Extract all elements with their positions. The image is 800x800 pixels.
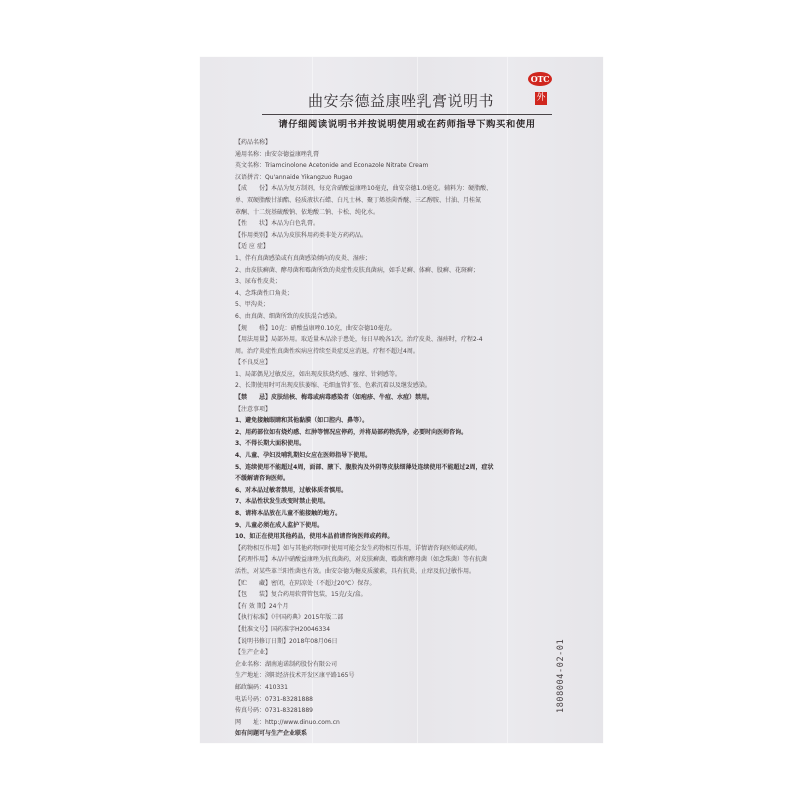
text-line: 【批准文号】国药准字H20046334 (235, 625, 331, 633)
text-line: 英文名称：Triamcinolone Acetonide and Econazole Nitrate Cream (235, 162, 429, 170)
text-line: 【包 装】复合药用软膏管包装，15克/支/盒。 (235, 591, 367, 599)
text-line: 电话号码：0731-83281888 (235, 695, 313, 703)
text-line: 【说明书修订日期】2018年08月06日 (235, 637, 338, 645)
external-use-badge-icon: 外 (536, 93, 546, 103)
text-line: 生产地址：浏阳经济技术开发区康平路165号 (235, 672, 355, 680)
text-line: 【药物相互作用】如与其他药物同时使用可能会发生药物相互作用，详情请咨询医师或药师。 (235, 544, 482, 552)
document-title: 曲安奈德益康唑乳膏说明书 (307, 92, 494, 110)
precaution-line: 10、如正在使用其他药品，使用本品前请咨询医师或药师。 (235, 533, 394, 541)
text-line: 传真号码：0731-83281889 (235, 707, 313, 715)
text-line: 【作用类别】本品为皮肤科用药类非处方药药品。 (235, 231, 368, 239)
text-line: 3、尿布性皮炎； (235, 278, 281, 286)
title-underline (262, 114, 552, 115)
text-line: 【贮 藏】密闭，在阴凉处（不超过20℃）保存。 (235, 579, 376, 587)
text-line: 【用法用量】局部外用。取适量本品涂于患处，每日早晚各1次。治疗皮炎、湿疹时，疗程2-4 (235, 336, 483, 344)
text-line: 【规 格】10克：硝酸益康唑0.10克，曲安奈德10毫克。 (235, 324, 396, 332)
text-line: 【药理作用】本品中硝酸益康唑为抗真菌药，对皮肤癣菌、霉菌和酵母菌（如念珠菌）等有抗菌 (235, 556, 488, 564)
text-line: 【执行标准】《中国药典》2015年版二部 (235, 614, 344, 622)
text-line: 企业名称：湖南迪诺制药股份有限公司 (235, 660, 338, 668)
section-heading: 【不良反应】 (235, 359, 272, 367)
text-line: 4、念珠菌性口角炎； (235, 289, 293, 297)
text-line: 1、伴有真菌感染或有真菌感染倾向的皮炎、湿疹； (235, 254, 371, 262)
text-line: 1、局部偶见过敏反应，如出现皮肤烧灼感、瘙痒、针刺感等。 (235, 370, 401, 378)
text-line: 【性 状】本品为白色乳膏。 (235, 220, 320, 228)
text-line: 邮政编码：410331 (235, 683, 288, 691)
contraindications-line: 【禁 忌】皮肤结核、梅毒或病毒感染者（如疱疹、牛痘、水痘）禁用。 (235, 394, 434, 402)
precaution-line: 4、儿童、孕妇及哺乳期妇女应在医师指导下使用。 (235, 452, 372, 460)
precaution-line: 3、不得长期大面积使用。 (235, 440, 306, 448)
text-line: 【有 效 期】24个月 (235, 602, 289, 610)
precaution-line: 7、本品性状发生改变时禁止使用。 (235, 498, 330, 506)
section-heading: 【适 应 症】 (235, 243, 269, 251)
text-line: 汉语拼音：Qu'annaide Yikangzuo Rugao (235, 173, 353, 181)
contact-note: 如有问题可与生产企业联系 (235, 730, 308, 738)
text-line: 5、甲沟炎； (235, 301, 269, 309)
precaution-line: 不缓解请咨询医师。 (235, 475, 290, 483)
text-line: 单、双硬脂酸甘油酯、轻质液状石蜡、白凡士林、聚丁烯基茴香醚、三乙醇胺、甘油、月桂氮 (235, 196, 482, 204)
precaution-line: 9、儿童必须在成人监护下使用。 (235, 521, 324, 529)
document-subtitle: 请仔细阅读说明书并按说明使用或在药师指导下购买和使用 (278, 119, 536, 130)
precaution-line: 2、用药部位如有烧灼感、红肿等情况应停药，并将局部药物洗净，必要时向医师咨询。 (235, 428, 468, 436)
text-line: 周。治疗炎症性真菌性疾病应持续至炎症反应消退，疗程不超过4周。 (235, 347, 419, 355)
precaution-line: 6、对本品过敏者禁用，过敏体质者慎用。 (235, 486, 348, 494)
section-heading: 【生产企业】 (235, 649, 272, 657)
text-line: 2、长期使用时可出现皮肤萎缩、毛细血管扩张、色素沉着以及继发感染。 (235, 382, 431, 390)
text-line: 【成 份】本品为复方制剂，每克含硝酸益康唑10毫克，曲安奈德1.0毫克。辅料为：硬脂酸、 (235, 185, 493, 193)
section-heading: 【注意事项】 (235, 405, 272, 413)
text-line: 网 址：http://www.dinuo.com.cn (235, 718, 340, 726)
text-line: 活性，对某些革兰阳性菌也有效。曲安奈德为糖皮质激素，具有抗炎、止痒及抗过敏作用。 (235, 567, 476, 575)
leaflet-body (235, 137, 557, 740)
precaution-line: 5、连续使用不能超过4周，面部、腋下、腹股沟及外阴等皮肤细薄处连续使用不能超过2周，症状 (235, 463, 494, 471)
print-code: 1808004-02-01 (556, 638, 566, 713)
precaution-line: 1、避免接触眼睛和其他黏膜（如口腔内、鼻等）。 (235, 417, 369, 425)
text-line: 䓬酮、十二烷基硫酸钠、依地酸二钠、卡松、纯化水。 (235, 208, 380, 216)
text-line: 6、由真菌、细菌所致的皮肤混合感染。 (235, 312, 341, 320)
section-heading: 【药品名称】 (235, 139, 272, 146)
text-line: 通用名称：曲安奈德益康唑乳膏 (235, 150, 320, 158)
otc-badge-icon: OTC (528, 72, 552, 86)
text-line: 2、由皮肤癣菌、酵母菌和霉菌所致的炎症性皮肤真菌病，如手足癣、体癣、股癣、花斑癣； (235, 266, 479, 274)
precaution-line: 8、请将本品放在儿童不能接触的地方。 (235, 510, 342, 517)
